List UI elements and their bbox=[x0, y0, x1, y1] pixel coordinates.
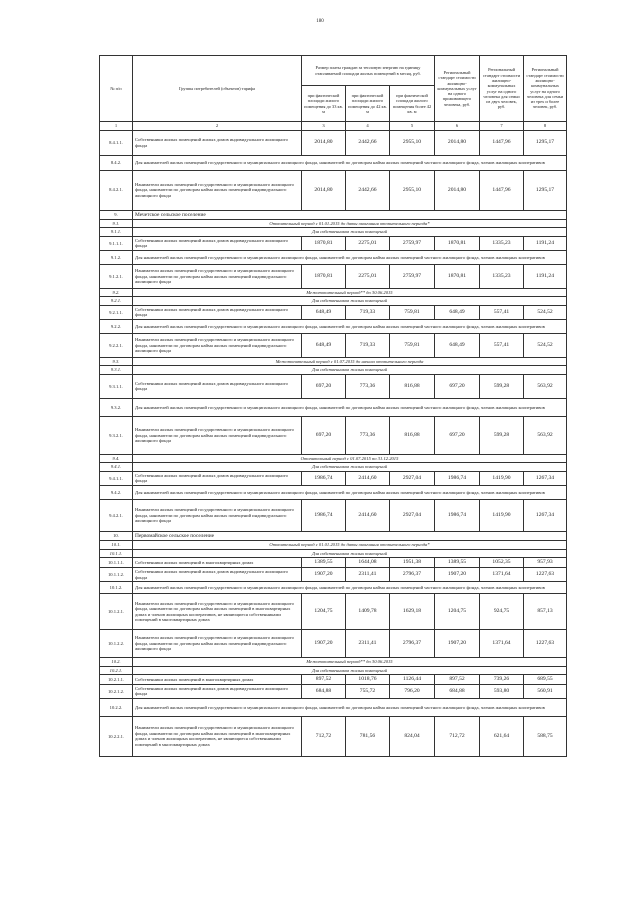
row-value: 1870,81 bbox=[435, 236, 480, 250]
row-value: 712,72 bbox=[435, 716, 480, 756]
table-row bbox=[100, 684, 567, 698]
row-number: 9.4.2. bbox=[100, 485, 133, 499]
row-value: 697,20 bbox=[435, 416, 480, 454]
table-row bbox=[100, 558, 567, 568]
page-number: 180 bbox=[316, 19, 324, 24]
row-value: 773,36 bbox=[346, 374, 390, 398]
row-value: 857,13 bbox=[524, 594, 567, 630]
colnum-2: 2 bbox=[133, 122, 302, 131]
row-consumer-group: Собственники жилых помещений жилых домов индивидуального жилищного фонда bbox=[133, 471, 302, 485]
row-value: 697,20 bbox=[302, 416, 346, 454]
row-value: 1870,81 bbox=[435, 264, 480, 288]
header-col3: при фактической площади жилого помещения до 33 кв. м bbox=[302, 86, 346, 122]
header-group-345: Размер платы граждан за тепловую энергию на единицу отапливаемой площади жилых помещений в месяц, руб. bbox=[302, 56, 435, 86]
row-number: 9.1.2.1. bbox=[100, 264, 133, 288]
period-label: Межотопительный период** до 30.06.2015 bbox=[133, 658, 567, 667]
colnum-5: 5 bbox=[390, 122, 435, 131]
row-value: 1371,64 bbox=[480, 568, 524, 582]
row-consumer-group: Наниматели жилых помещений государственного и муниципального жилищного фонда, наниматели по договорам найма жилых помещений индивидуального жилищного фонда bbox=[133, 264, 302, 288]
row-value: 1870,81 bbox=[302, 236, 346, 250]
row-value: 1629,18 bbox=[390, 594, 435, 630]
row-number: 9.1.2. bbox=[100, 250, 133, 264]
period-header-row bbox=[100, 357, 567, 366]
period-header-row bbox=[100, 228, 567, 237]
row-number: 10.1.2. bbox=[100, 582, 133, 594]
row-value: 1267,34 bbox=[524, 499, 567, 531]
row-number: 9.3.1.1. bbox=[100, 374, 133, 398]
row-number: 10.1.1. bbox=[100, 549, 133, 558]
row-consumer-group: Собственники жилых помещений жилых домов индивидуального жилищного фонда bbox=[133, 305, 302, 319]
colnum-8: 8 bbox=[524, 122, 567, 131]
row-consumer-group: Наниматели жилых помещений государственного и муниципального жилищного фонда, наниматели по договорам найма жилых помещений в многоквартирных домах и членов жилищных кооперативов, не являющиеся собственниками помещений в многоквартирных домах bbox=[133, 716, 302, 756]
table-row bbox=[100, 675, 567, 685]
table-row bbox=[100, 499, 567, 531]
row-value: 2927,04 bbox=[390, 499, 435, 531]
row-value: 524,52 bbox=[524, 305, 567, 319]
row-number: 9.1. bbox=[100, 219, 133, 228]
row-value: 621,64 bbox=[480, 716, 524, 756]
period-label: Для собственников жилых помещений bbox=[133, 666, 567, 675]
row-value: 2442,66 bbox=[346, 130, 390, 155]
period-header-row bbox=[100, 366, 567, 375]
row-value: 588,75 bbox=[524, 716, 567, 756]
row-number: 10.1.2.2. bbox=[100, 630, 133, 658]
row-value: 2955,10 bbox=[390, 130, 435, 155]
row-number: 9.3.2. bbox=[100, 398, 133, 416]
header-num: № п/п bbox=[100, 56, 133, 122]
row-value: 816,88 bbox=[390, 374, 435, 398]
row-value: 557,41 bbox=[480, 305, 524, 319]
row-number: 10.2.2. bbox=[100, 698, 133, 716]
row-value: 759,81 bbox=[390, 333, 435, 357]
table-row bbox=[100, 630, 567, 658]
row-number: 9.2.1.1. bbox=[100, 305, 133, 319]
row-value: 1870,81 bbox=[302, 264, 346, 288]
row-number: 8.4.1.1. bbox=[100, 130, 133, 155]
row-value: 599,28 bbox=[480, 374, 524, 398]
header-col4: при фактической площади жилого помещения до 42 кв. м bbox=[346, 86, 390, 122]
row-consumer-group: Наниматели жилых помещений государственного и муниципального жилищного фонда, наниматели по договорам найма жилых помещений индивидуального жилищного фонда bbox=[133, 499, 302, 531]
row-number: 9.3.1. bbox=[100, 366, 133, 375]
group-label: Для нанимателей жилых помещений государственного и муниципального жилищного фонда, нанимателей по договорам найма жилых помещений частного жилищного фонда, членов жилищных кооперативов bbox=[133, 155, 567, 170]
period-label: Для собственников жилых помещений bbox=[133, 366, 567, 375]
row-consumer-group: Наниматели жилых помещений государственного и муниципального жилищного фонда, наниматели по договорам найма жилых помещений индивидуального жилищного фонда bbox=[133, 416, 302, 454]
row-number: 9.4.1.1. bbox=[100, 471, 133, 485]
group-header-row bbox=[100, 319, 567, 333]
row-value: 1419,90 bbox=[480, 471, 524, 485]
row-value: 1204,75 bbox=[435, 594, 480, 630]
row-value: 1191,24 bbox=[524, 264, 567, 288]
row-value: 648,49 bbox=[435, 305, 480, 319]
row-number: 9.4.2.1. bbox=[100, 499, 133, 531]
row-value: 1126,44 bbox=[390, 675, 435, 685]
colnum-1: 1 bbox=[100, 122, 133, 131]
row-value: 773,36 bbox=[346, 416, 390, 454]
row-consumer-group: Собственники жилых помещений в многоквартирных домах bbox=[133, 558, 302, 568]
row-value: 719,33 bbox=[346, 305, 390, 319]
row-value: 759,81 bbox=[390, 305, 435, 319]
period-label: Для собственников жилых помещений bbox=[133, 463, 567, 472]
header-group: Группы потребителей (объектов) тарифа bbox=[133, 56, 302, 122]
tariff-table bbox=[99, 55, 567, 757]
period-label: Для собственников жилых помещений bbox=[133, 228, 567, 237]
row-value: 2014,80 bbox=[435, 170, 480, 210]
row-value: 719,33 bbox=[346, 333, 390, 357]
colnum-7: 7 bbox=[480, 122, 524, 131]
table-row bbox=[100, 264, 567, 288]
row-consumer-group: Наниматели жилых помещений государственного и муниципального жилищного фонда, наниматели по договорам найма жилых помещений в многоквартирных домах и членов жилищных кооперативов, не являющиеся собственниками помещений в многоквартирных домах bbox=[133, 594, 302, 630]
row-value: 1409,78 bbox=[346, 594, 390, 630]
row-number: 10.1.1.1. bbox=[100, 558, 133, 568]
row-number: 9.1.1. bbox=[100, 228, 133, 237]
period-label: Отопительный период с 01.07.2015 по 31.12.2015 bbox=[133, 454, 567, 463]
row-consumer-group: Наниматели жилых помещений государственного и муниципального жилищного фонда, наниматели по договорам найма жилых помещений индивидуального жилищного фонда bbox=[133, 170, 302, 210]
row-number: 10.2.2.1. bbox=[100, 716, 133, 756]
header-col5: при фактической площади жилого помещения более 42 кв. м bbox=[390, 86, 435, 122]
row-consumer-group: Собственники жилых помещений жилых домов индивидуального жилищного фонда bbox=[133, 236, 302, 250]
group-header-row bbox=[100, 155, 567, 170]
table-row bbox=[100, 471, 567, 485]
row-value: 1018,76 bbox=[346, 675, 390, 685]
row-value: 2014,80 bbox=[302, 130, 346, 155]
row-value: 2014,80 bbox=[302, 170, 346, 210]
table-row bbox=[100, 594, 567, 630]
row-value: 2796,37 bbox=[390, 568, 435, 582]
period-header-row bbox=[100, 666, 567, 675]
period-label: Отопительный период с 01.01.2015 до даты окончания отопительного периода* bbox=[133, 541, 567, 550]
row-value: 957,93 bbox=[524, 558, 567, 568]
row-value: 1295,17 bbox=[524, 130, 567, 155]
row-value: 1907,20 bbox=[302, 568, 346, 582]
header-col6: Региональный стандарт стоимости жилищно-коммунальных услуг на одного проживающего человека, руб. bbox=[435, 56, 480, 122]
row-value: 816,88 bbox=[390, 416, 435, 454]
row-value: 2414,60 bbox=[346, 499, 390, 531]
row-value: 697,20 bbox=[302, 374, 346, 398]
row-consumer-group: Собственники жилых помещений в многоквартирных домах bbox=[133, 675, 302, 685]
row-number: 9.1.1.1. bbox=[100, 236, 133, 250]
row-value: 1389,55 bbox=[435, 558, 480, 568]
row-number: 10.1.2.1. bbox=[100, 594, 133, 630]
row-value: 796,20 bbox=[390, 684, 435, 698]
row-value: 2927,04 bbox=[390, 471, 435, 485]
row-value: 1447,96 bbox=[480, 170, 524, 210]
row-value: 739,26 bbox=[480, 675, 524, 685]
period-header-row bbox=[100, 297, 567, 306]
period-header-row bbox=[100, 288, 567, 297]
settlement-header-row bbox=[100, 531, 567, 540]
row-value: 712,72 bbox=[302, 716, 346, 756]
row-number: 10.2.1.1. bbox=[100, 675, 133, 685]
row-consumer-group: Наниматели жилых помещений государственного и муниципального жилищного фонда, наниматели по договорам найма жилых помещений индивидуального жилищного фонда bbox=[133, 630, 302, 658]
row-value: 2955,10 bbox=[390, 170, 435, 210]
row-consumer-group: Собственники жилых помещений жилых домов индивидуального жилищного фонда bbox=[133, 684, 302, 698]
row-value: 1986,74 bbox=[302, 471, 346, 485]
row-number: 9.2. bbox=[100, 288, 133, 297]
row-value: 897,52 bbox=[435, 675, 480, 685]
row-value: 1644,08 bbox=[346, 558, 390, 568]
period-label: Для собственников жилых помещений bbox=[133, 549, 567, 558]
group-label: Для нанимателей жилых помещений государственного и муниципального жилищного фонда, нанимателей по договорам найма жилых помещений частного жилищного фонда, членов жилищных кооперативов bbox=[133, 250, 567, 264]
row-value: 563,92 bbox=[524, 374, 567, 398]
row-value: 2414,60 bbox=[346, 471, 390, 485]
row-value: 1371,64 bbox=[480, 630, 524, 658]
group-label: Для нанимателей жилых помещений государственного и муниципального жилищного фонда, нанимателей по договорам найма жилых помещений частного жилищного фонда, членов жилищных кооперативов bbox=[133, 698, 567, 716]
group-label: Для нанимателей жилых помещений государственного и муниципального жилищного фонда, нанимателей по договорам найма жилых помещений частного жилищного фонда, членов жилищных кооперативов bbox=[133, 485, 567, 499]
table-row bbox=[100, 374, 567, 398]
period-header-row bbox=[100, 219, 567, 228]
row-value: 684,88 bbox=[302, 684, 346, 698]
row-number: 10. bbox=[100, 531, 133, 540]
row-consumer-group: Собственники жилых помещений жилых домов индивидуального жилищного фонда bbox=[133, 568, 302, 582]
table-row bbox=[100, 416, 567, 454]
row-number: 9.2.2.1. bbox=[100, 333, 133, 357]
table-row bbox=[100, 333, 567, 357]
row-number: 9.4.1. bbox=[100, 463, 133, 472]
row-value: 1052,35 bbox=[480, 558, 524, 568]
settlement-name: Первомайское сельское поселение bbox=[133, 531, 567, 540]
row-value: 2275,01 bbox=[346, 264, 390, 288]
row-value: 1447,96 bbox=[480, 130, 524, 155]
row-value: 2311,41 bbox=[346, 568, 390, 582]
row-number: 9.4. bbox=[100, 454, 133, 463]
row-value: 2014,80 bbox=[435, 130, 480, 155]
group-header-row bbox=[100, 698, 567, 716]
period-label: Межотопительный период с 01.07.2015 до начала отопительного периода bbox=[133, 357, 567, 366]
period-header-row bbox=[100, 454, 567, 463]
row-value: 1191,24 bbox=[524, 236, 567, 250]
row-value: 684,88 bbox=[435, 684, 480, 698]
row-number: 10.2.1.2. bbox=[100, 684, 133, 698]
period-header-row bbox=[100, 541, 567, 550]
row-value: 648,49 bbox=[302, 333, 346, 357]
row-value: 524,52 bbox=[524, 333, 567, 357]
row-value: 1951,38 bbox=[390, 558, 435, 568]
group-header-row bbox=[100, 398, 567, 416]
row-number: 10.1. bbox=[100, 541, 133, 550]
row-number: 8.4.2. bbox=[100, 155, 133, 170]
row-value: 2759,97 bbox=[390, 236, 435, 250]
row-number: 9.2.1. bbox=[100, 297, 133, 306]
group-label: Для нанимателей жилых помещений государственного и муниципального жилищного фонда, нанимателей по договорам найма жилых помещений частного жилищного фонда, членов жилищных кооперативов bbox=[133, 398, 567, 416]
row-number: 8.4.2.1. bbox=[100, 170, 133, 210]
row-number: 9.2.2. bbox=[100, 319, 133, 333]
row-value: 648,49 bbox=[435, 333, 480, 357]
colnum-4: 4 bbox=[346, 122, 390, 131]
settlement-header-row bbox=[100, 210, 567, 219]
row-value: 1907,20 bbox=[302, 630, 346, 658]
row-number: 10.1.1.2. bbox=[100, 568, 133, 582]
period-header-row bbox=[100, 549, 567, 558]
row-value: 697,20 bbox=[435, 374, 480, 398]
period-label: Межотопительный период** до 30.06.2015 bbox=[133, 288, 567, 297]
row-value: 824,04 bbox=[390, 716, 435, 756]
row-value: 781,56 bbox=[346, 716, 390, 756]
row-value: 1227,63 bbox=[524, 630, 567, 658]
group-label: Для нанимателей жилых помещений государственного и муниципального жилищного фонда, нанимателей по договорам найма жилых помещений частного жилищного фонда, членов жилищных кооперативов bbox=[133, 319, 567, 333]
period-label: Для собственников жилых помещений bbox=[133, 297, 567, 306]
row-value: 563,92 bbox=[524, 416, 567, 454]
row-value: 648,49 bbox=[302, 305, 346, 319]
table-row bbox=[100, 568, 567, 582]
table-row bbox=[100, 716, 567, 756]
row-value: 1227,63 bbox=[524, 568, 567, 582]
table-row bbox=[100, 130, 567, 155]
group-header-row bbox=[100, 582, 567, 594]
row-value: 1419,90 bbox=[480, 499, 524, 531]
row-value: 1907,20 bbox=[435, 568, 480, 582]
row-value: 2759,97 bbox=[390, 264, 435, 288]
settlement-name: Мечетское сельское поселение bbox=[133, 210, 567, 219]
row-value: 897,52 bbox=[302, 675, 346, 685]
row-number: 9. bbox=[100, 210, 133, 219]
row-value: 599,28 bbox=[480, 416, 524, 454]
row-value: 1986,74 bbox=[435, 499, 480, 531]
header-row-1 bbox=[100, 56, 567, 86]
row-value: 1335,23 bbox=[480, 264, 524, 288]
header-col7: Региональный стандарт стоимости жилищно-коммунальных услуг на одного человека для семьи из двух человек, руб. bbox=[480, 56, 524, 122]
row-number: 10.2.1. bbox=[100, 666, 133, 675]
group-header-row bbox=[100, 485, 567, 499]
row-value: 1335,23 bbox=[480, 236, 524, 250]
column-number-row bbox=[100, 122, 567, 131]
row-value: 755,72 bbox=[346, 684, 390, 698]
row-value: 557,41 bbox=[480, 333, 524, 357]
row-number: 9.3. bbox=[100, 357, 133, 366]
group-label: Для нанимателей жилых помещений государственного и муниципального жилищного фонда, нанимателей по договорам найма жилых помещений частного жилищного фонда, членов жилищных кооперативов bbox=[133, 582, 567, 594]
colnum-6: 6 bbox=[435, 122, 480, 131]
header-col8: Региональный стандарт стоимости жилищно-коммунальных услуг на одного человека для семьи из трех и более человек, руб. bbox=[524, 56, 567, 122]
row-value: 2442,66 bbox=[346, 170, 390, 210]
row-value: 1907,20 bbox=[435, 630, 480, 658]
row-consumer-group: Наниматели жилых помещений государственного и муниципального жилищного фонда, наниматели по договорам найма жилых помещений индивидуального жилищного фонда bbox=[133, 333, 302, 357]
row-value: 1295,17 bbox=[524, 170, 567, 210]
table-row bbox=[100, 305, 567, 319]
row-value: 2311,41 bbox=[346, 630, 390, 658]
row-consumer-group: Собственники жилых помещений жилых домов индивидуального жилищного фонда bbox=[133, 374, 302, 398]
row-value: 593,80 bbox=[480, 684, 524, 698]
group-header-row bbox=[100, 250, 567, 264]
row-value: 1986,74 bbox=[302, 499, 346, 531]
row-value: 1986,74 bbox=[435, 471, 480, 485]
row-consumer-group: Собственники жилых помещений жилых домов индивидуального жилищного фонда bbox=[133, 130, 302, 155]
row-value: 689,55 bbox=[524, 675, 567, 685]
row-value: 2796,37 bbox=[390, 630, 435, 658]
table-row bbox=[100, 170, 567, 210]
row-number: 9.3.2.1. bbox=[100, 416, 133, 454]
row-value: 560,91 bbox=[524, 684, 567, 698]
colnum-3: 3 bbox=[302, 122, 346, 131]
row-number: 10.2. bbox=[100, 658, 133, 667]
row-value: 2275,01 bbox=[346, 236, 390, 250]
period-label: Отопительный период с 01.01.2015 до даты окончания отопительного периода* bbox=[133, 219, 567, 228]
period-header-row bbox=[100, 658, 567, 667]
period-header-row bbox=[100, 463, 567, 472]
row-value: 1267,34 bbox=[524, 471, 567, 485]
row-value: 1389,55 bbox=[302, 558, 346, 568]
table-row bbox=[100, 236, 567, 250]
row-value: 1204,75 bbox=[302, 594, 346, 630]
row-value: 924,75 bbox=[480, 594, 524, 630]
